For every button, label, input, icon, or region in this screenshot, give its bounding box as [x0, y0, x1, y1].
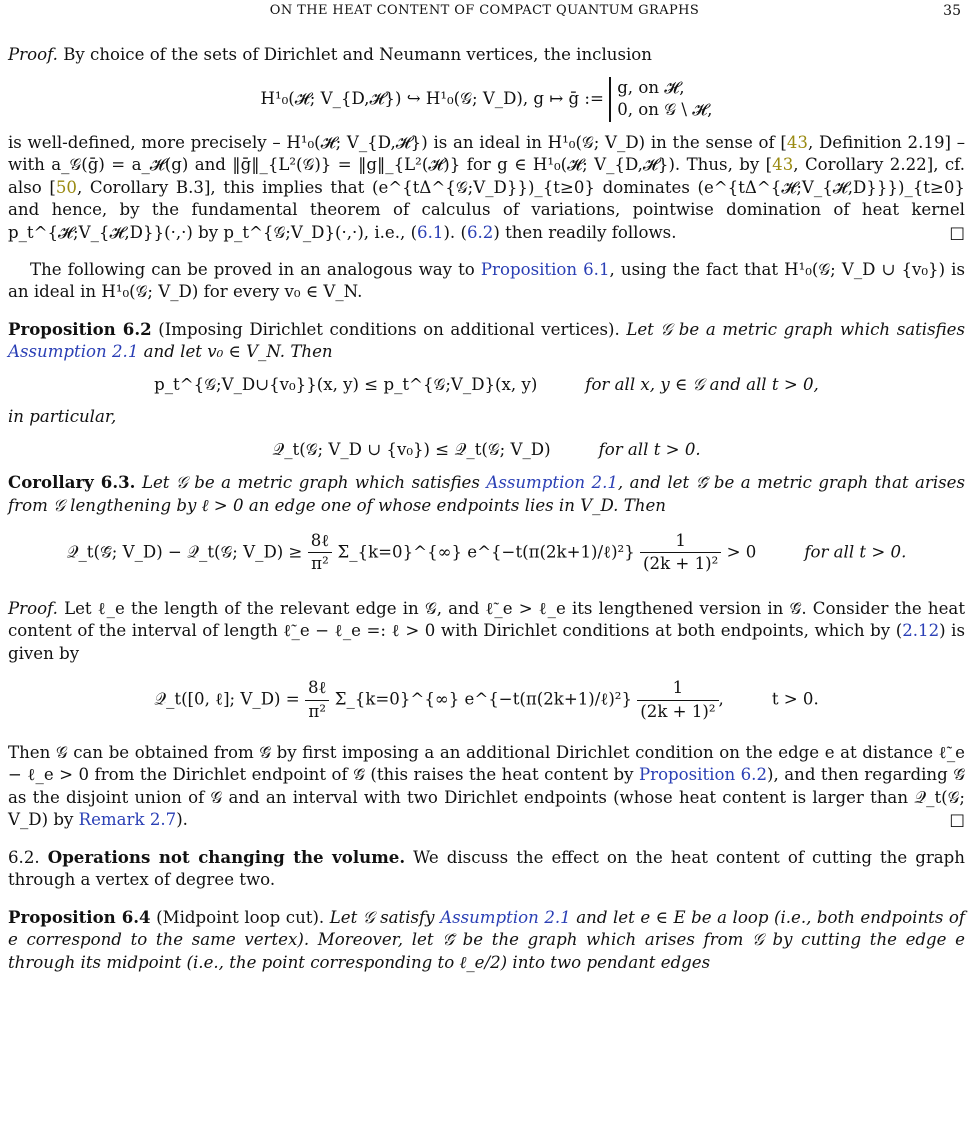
- corollary-text-b: , and let 𝒢̃ be a metric graph that arises from 𝒢 lengthening by ℓ > 0 an edge one of whose endpoints lies in V_D. Then: [8, 473, 965, 515]
- proof-body: [8, 132, 965, 245]
- corollary-6-3: [8, 471, 965, 517]
- inclusion-formula: H¹₀(𝓗; V_{D,𝓗}) ↪ H¹₀(𝒢; V_D), g ↦ ḡ :=: [260, 88, 604, 108]
- section-text: We discuss the effect on the heat content of cutting the graph through a vertex of degree two.: [8, 847, 965, 890]
- fraction-denominator: π²: [311, 554, 329, 574]
- series-sum: Σ_{k=0}^{∞} e^{−t(π(2k+1)/ℓ)²}: [337, 542, 635, 562]
- assumption-ref-link[interactable]: Assumption 2.1: [440, 907, 571, 927]
- proof-corollary-conclusion: [8, 742, 965, 832]
- proof-text-f: ) then readily follows.: [493, 222, 677, 242]
- heat-content-inequality: [8, 439, 965, 462]
- corollary-eq-condition: for all t > 0.: [804, 542, 907, 562]
- citation-link[interactable]: 50: [55, 177, 77, 197]
- fraction-denominator: π²: [308, 701, 326, 721]
- proposition-label: Proposition 6.4: [8, 906, 151, 927]
- proposition-text-b: and let e ∈ E be a loop (i.e., both endpoints of e correspond to the same vertex). Moreover, let 𝒢̃ be the graph which arises from 𝒢 by cutting the edge e through its midpoint (i.e., the point corresponding to ℓ_e/2) into two pendant edges: [8, 907, 966, 972]
- qed-symbol: □: [949, 810, 965, 830]
- fraction-denominator: (2k + 1)²: [640, 701, 716, 721]
- section-title: Operations not changing the volume.: [47, 846, 406, 867]
- proposition-label: Proposition 6.2: [8, 318, 152, 339]
- fraction: [308, 530, 333, 576]
- kernel-inequality-formula: p_t^{𝒢;V_D∪{v₀}}(x, y) ≤ p_t^{𝒢;V_D}(x, y): [154, 374, 538, 394]
- proposition-ref-link[interactable]: Proposition 6.2: [638, 765, 768, 785]
- para-text-a: The following can be proved in an analogous way to: [30, 259, 481, 279]
- proposition-title: (Imposing Dirichlet conditions on additional vertices).: [158, 319, 620, 339]
- proof-label: Proof.: [8, 45, 58, 64]
- analogy-paragraph: [8, 259, 965, 304]
- proof-text-c: , Corollary 2.22], cf. also [: [8, 155, 965, 197]
- assumption-ref-link[interactable]: Assumption 2.1: [8, 342, 139, 362]
- corollary-text-a: Let 𝒢 be a metric graph which satisfies: [141, 473, 487, 493]
- heat-content-formula: 𝒬_t(𝒢; V_D ∪ {v₀}) ≤ 𝒬_t(𝒢; V_D): [272, 439, 551, 459]
- proof2-text-b: ) is given by: [8, 621, 965, 663]
- equation-ref-link[interactable]: 6.1: [417, 222, 444, 242]
- proposition-title: (Midpoint loop cut).: [156, 907, 325, 927]
- fraction-denominator: (2k + 1)²: [643, 554, 719, 574]
- proposition-6-2: [8, 318, 965, 364]
- running-header: [8, 2, 961, 24]
- fraction-numerator: 1: [637, 677, 718, 701]
- page-body: [8, 44, 965, 975]
- proof-corollary: [8, 598, 965, 666]
- proof2-text-d: ), and then regarding 𝒢̃ as the disjoint union of 𝒢 and an interval with two Dirichlet endpoints (whose heat content is larger than 𝒬_t(𝒢; V_D) by: [8, 765, 966, 830]
- corollary-eq-lhs: 𝒬_t(𝒢̃; V_D) − 𝒬_t(𝒢; V_D) ≥: [66, 542, 303, 562]
- remark-ref-link[interactable]: Remark 2.7: [78, 810, 177, 830]
- equation-ref-link[interactable]: 6.2: [466, 222, 494, 242]
- case-1: g, on 𝓗,: [617, 77, 685, 97]
- fraction-numerator: 8ℓ: [305, 677, 330, 701]
- proof-text-a: is well-defined, more precisely – H¹₀(𝓗; V_{D,𝓗}) is an ideal in H¹₀(𝒢; V_D) in the sense of [: [8, 132, 787, 152]
- proposition-text-a: Let 𝒢 be a metric graph which satisfies: [626, 319, 965, 339]
- section-6-2: [8, 846, 965, 892]
- proof-text-e: ). (: [443, 222, 467, 242]
- proposition-ref-link[interactable]: Proposition 6.1: [480, 259, 610, 279]
- corollary-label: Corollary 6.3.: [8, 472, 136, 493]
- interval-heat-content-equation: [8, 677, 965, 723]
- interval-eq-condition: t > 0.: [771, 689, 819, 709]
- assumption-ref-link[interactable]: Assumption 2.1: [486, 473, 618, 493]
- series-sum: Σ_{k=0}^{∞} e^{−t(π(2k+1)/ℓ)²}: [334, 689, 633, 709]
- inclusion-equation: [8, 77, 965, 122]
- inclusion-cases: [609, 77, 712, 122]
- equation-ref-link[interactable]: 2.12: [902, 621, 940, 641]
- proof-intro: [8, 44, 965, 67]
- interval-eq-lhs: 𝒬_t([0, ℓ]; V_D) =: [154, 689, 300, 709]
- proof-intro-text: By choice of the sets of Dirichlet and Neumann vertices, the inclusion: [63, 45, 652, 64]
- proof2-text-a: Let ℓ_e the length of the relevant edge in 𝒢, and ℓ̃_e > ℓ_e its lengthened version in 𝒢̃. Consider the heat content of the interval of length ℓ̃_e − ℓ_e =: ℓ > 0 with Dirichlet conditions at both endpoints, which by (: [8, 598, 965, 641]
- fraction: [637, 677, 718, 723]
- qed-symbol: □: [949, 222, 965, 242]
- page-number: 35: [943, 3, 961, 19]
- proof2-text-c: Then 𝒢 can be obtained from 𝒢̃ by first imposing a an additional Dirichlet condition on the edge e at distance ℓ̃_e − ℓ_e > 0 from the Dirichlet endpoint of 𝒢̃ (this raises the heat content by: [8, 742, 965, 785]
- corollary-eq-rhs: > 0: [726, 542, 757, 562]
- proof-label: Proof.: [8, 598, 58, 618]
- running-title: ON THE HEAT CONTENT OF COMPACT QUANTUM GRAPHS: [269, 3, 700, 18]
- section-number: 6.2.: [8, 847, 40, 867]
- corollary-equation: [8, 530, 965, 576]
- proposition-text-b: and let v₀ ∈ V_N. Then: [138, 342, 333, 362]
- kernel-inequality: [8, 374, 965, 397]
- interval-eq-comma: ,: [718, 689, 724, 709]
- para-text-b: , using the fact that H¹₀(𝒢; V_D ∪ {v₀}) is an ideal in H¹₀(𝒢; V_D) for every v₀ ∈ V_N.: [8, 259, 965, 302]
- fraction: [305, 677, 330, 723]
- heat-content-condition: for all t > 0.: [598, 439, 701, 459]
- kernel-inequality-condition: for all x, y ∈ 𝒢 and all t > 0,: [585, 374, 819, 394]
- proposition-text-a: Let 𝒢 satisfy: [329, 907, 441, 927]
- proof2-text-e: ).: [176, 810, 188, 830]
- proof-text-d: , Corollary B.3], this implies that (e^{tΔ^{𝒢;V_D}})_{t≥0} dominates (e^{tΔ^{𝓗;V_{𝓗,D}}})_{t≥0} and hence, by the fundamental theorem of calculus of variations, pointwise domination of heat kernel p_t^{𝓗;V_{𝓗,D}}(·,·) by p_t^{𝒢;V_D}(·,·), i.e., (: [8, 177, 965, 242]
- citation-link[interactable]: 43: [772, 155, 794, 175]
- fraction-numerator: 1: [640, 530, 721, 554]
- case-2: 0, on 𝒢 \ 𝓗,: [617, 100, 713, 120]
- proof-text-b: , Definition 2.19] – with a_𝒢(ḡ) = a_𝓗(g) and ‖ḡ‖_{L²(𝒢)} = ‖g‖_{L²(𝓗)} for g ∈ H¹₀(𝓗; V_{D,𝓗}). Thus, by [: [8, 132, 966, 175]
- fraction-numerator: 8ℓ: [308, 530, 333, 554]
- in-particular: in particular,: [8, 407, 117, 427]
- proposition-6-4: [8, 906, 965, 975]
- fraction: [640, 530, 721, 576]
- citation-link[interactable]: 43: [786, 132, 808, 152]
